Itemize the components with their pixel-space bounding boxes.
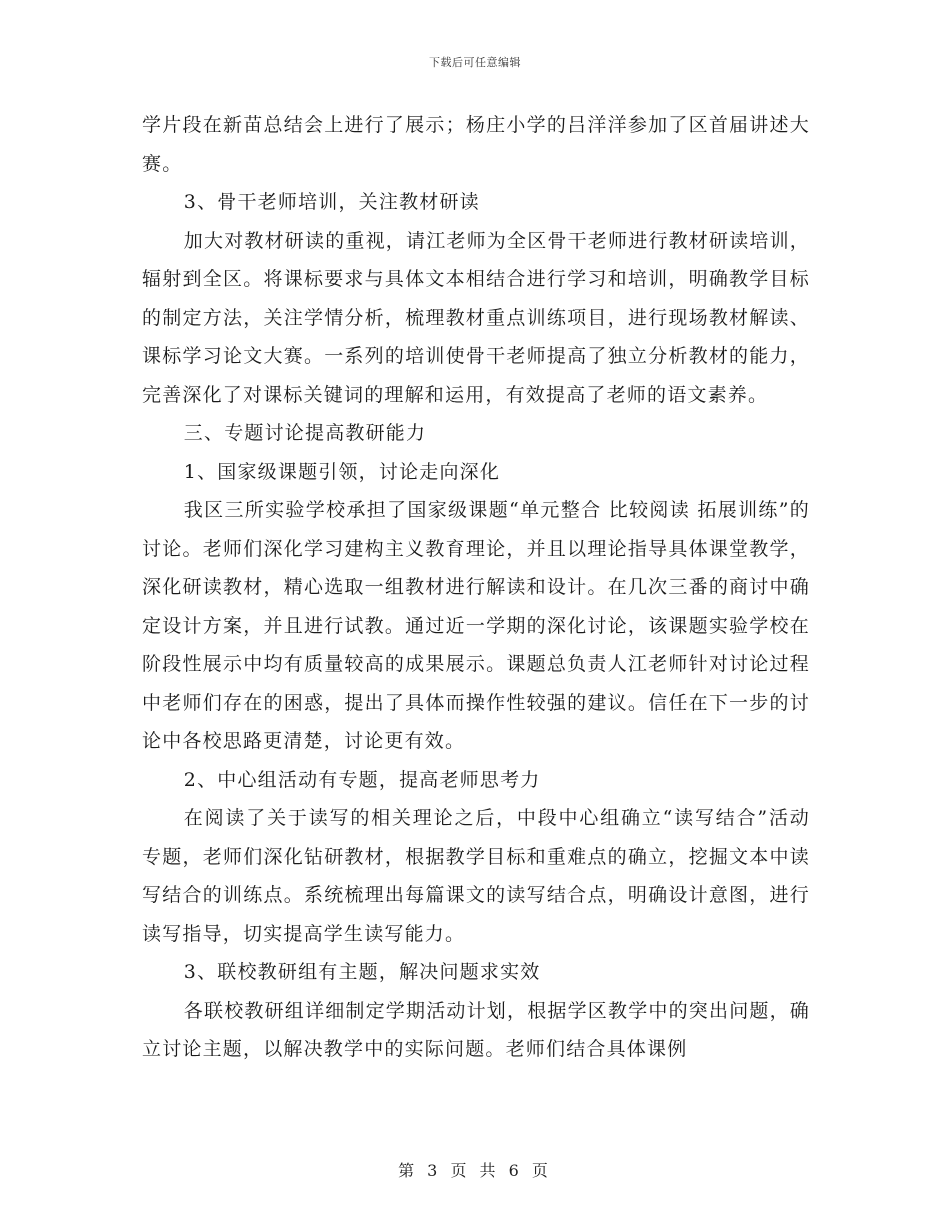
paragraph: 在阅读了关于读写的相关理论之后，中段中心组确立“读写结合”活动专题，老师们深化钻研教材，根据教学目标和重难点的确立，挖掘文本中读写结合的训练点。系统梳理出每篇课文的读写结合点，明确设计意图，进行读写指导，切实提高学生读写能力。: [142, 807, 810, 945]
section-heading: 3、骨干老师培训，关注教材研读: [183, 191, 480, 213]
page-header: 下载后可任意编辑: [429, 56, 521, 69]
section-heading: 三、专题讨论提高教研能力: [183, 422, 427, 444]
paragraph: 各联校教研组详细制定学期活动计划，根据学区教学中的突出问题，确立讨论主题，以解决教学中的实际问题。老师们结合具体课例: [142, 999, 810, 1060]
section-heading: 1、国家级课题引领，讨论走向深化: [183, 460, 501, 483]
section-heading: 3、联校教研组有主题，解决问题求实效: [183, 961, 541, 983]
section-heading: 2、中心组活动有专题，提高老师思考力: [183, 768, 541, 791]
page-number-footer: 第 3 页 共 6 页: [398, 1161, 552, 1180]
paragraph: 我区三所实验学校承担了国家级课题“单元整合 比较阅读 拓展训练”的讨论。老师们深化学习建构主义教育理论，并且以理论指导具体课堂教学，深化研读教材，精心选取一组教材进行解读和设计。在几次三番的商讨中确定设计方案，并且进行试教。通过近一学期的深化讨论，该课题实验学校在阶段性展示中均有质量较高的成果展示。课题总负责人江老师针对讨论过程中老师们存在的困惑，提出了具体而操作性较强的建议。信任在下一步的讨论中各校思路更清楚，讨论更有效。: [142, 499, 810, 752]
paragraph: 加大对教材研读的重视，请江老师为全区骨干老师进行教材研读培训，辐射到全区。将课标要求与具体文本相结合进行学习和培训，明确教学目标的制定方法，关注学情分析，梳理教材重点训练项目，进行现场教材解读、课标学习论文大赛。一系列的培训使骨干老师提高了独立分析教材的能力，完善深化了对课标关键词的理解和运用，有效提高了老师的语文素养。: [142, 229, 810, 406]
paragraph: 学片段在新苗总结会上进行了展示；杨庄小学的吕洋洋参加了区首届讲述大赛。: [142, 114, 810, 175]
document-body: [142, 106, 810, 1069]
